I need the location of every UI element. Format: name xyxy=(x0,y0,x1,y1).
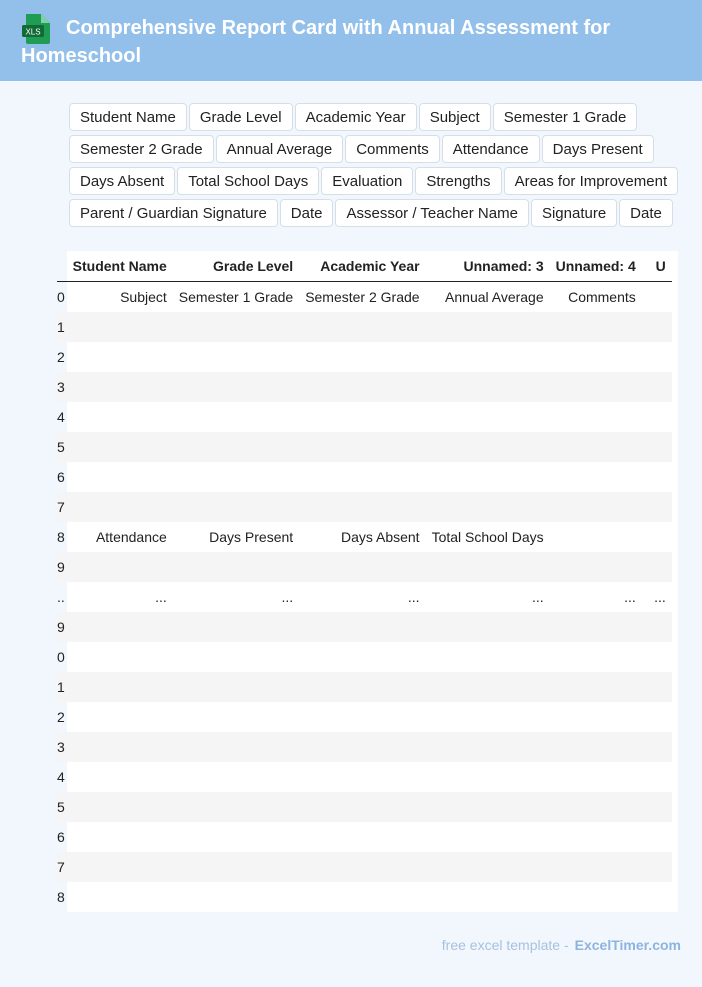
table-row xyxy=(57,762,672,792)
table-cell xyxy=(426,792,550,822)
table-cell xyxy=(642,462,672,492)
table-cell xyxy=(173,402,299,432)
table-cell xyxy=(299,342,425,372)
table-cell xyxy=(299,672,425,702)
table-cell: ... xyxy=(155,589,167,605)
field-tag: Signature xyxy=(531,199,617,227)
field-tag: Grade Level xyxy=(189,103,293,131)
table-cell xyxy=(299,492,425,522)
table-row xyxy=(57,792,672,822)
table-cell xyxy=(550,372,642,402)
table-row xyxy=(57,822,672,852)
table-cell xyxy=(550,612,642,642)
table-cell xyxy=(65,312,173,342)
table-cell xyxy=(65,342,173,372)
xls-file-icon xyxy=(22,14,50,44)
table-cell xyxy=(299,852,425,882)
table-row xyxy=(57,702,672,732)
column-header: Unnamed: 3 xyxy=(426,251,550,282)
row-index: 2 xyxy=(57,349,65,365)
table-cell xyxy=(426,642,550,672)
row-index: 5 xyxy=(57,432,65,462)
field-tag: Comments xyxy=(345,135,440,163)
table-cell xyxy=(173,822,299,852)
table-cell: Subject xyxy=(120,289,167,305)
table-cell xyxy=(426,732,550,762)
table-row xyxy=(57,852,672,882)
table-cell xyxy=(299,792,425,822)
table-cell xyxy=(426,552,550,582)
table-cell xyxy=(642,342,672,372)
table-cell xyxy=(299,462,425,492)
table-cell xyxy=(173,372,299,402)
footer xyxy=(442,937,681,953)
table-cell xyxy=(173,702,299,732)
table-cell xyxy=(299,552,425,582)
table-cell xyxy=(65,762,173,792)
table-cell xyxy=(550,522,642,552)
table-cell xyxy=(173,492,299,522)
table-cell xyxy=(550,852,642,882)
table-cell xyxy=(426,462,550,492)
table-row xyxy=(57,462,672,492)
table-cell xyxy=(642,522,672,552)
row-index: 4 xyxy=(57,409,65,425)
table-row xyxy=(57,882,672,912)
table-cell xyxy=(65,702,173,732)
table-cell xyxy=(65,612,173,642)
table-cell xyxy=(426,882,550,912)
table-cell: Comments xyxy=(568,289,636,305)
field-tag: Areas for Improvement xyxy=(504,167,679,195)
table-cell xyxy=(426,312,550,342)
table-cell xyxy=(642,552,672,582)
table-row xyxy=(57,492,672,522)
index-header xyxy=(57,251,65,282)
row-index: 2 xyxy=(57,709,65,725)
row-index: 9 xyxy=(57,612,65,642)
table-cell xyxy=(426,702,550,732)
table-cell xyxy=(550,702,642,732)
table-cell xyxy=(642,882,672,912)
table-cell xyxy=(65,882,173,912)
row-index: .. xyxy=(57,589,65,605)
field-tag: Parent / Guardian Signature xyxy=(69,199,278,227)
field-tag: Semester 2 Grade xyxy=(69,135,214,163)
data-table-container[interactable] xyxy=(57,251,678,912)
table-cell xyxy=(426,762,550,792)
table-cell: Annual Average xyxy=(445,289,544,305)
table-cell xyxy=(299,642,425,672)
table-cell xyxy=(550,492,642,522)
column-header: Academic Year xyxy=(299,251,425,282)
field-tag: Annual Average xyxy=(216,135,344,163)
table-cell xyxy=(426,402,550,432)
column-header: Unnamed: 4 xyxy=(550,251,642,282)
field-tag: Assessor / Teacher Name xyxy=(335,199,528,227)
table-cell xyxy=(65,492,173,522)
table-cell xyxy=(173,732,299,762)
table-cell xyxy=(550,312,642,342)
table-cell xyxy=(642,822,672,852)
table-cell: Total School Days xyxy=(431,529,544,545)
table-cell xyxy=(550,672,642,702)
table-cell xyxy=(299,702,425,732)
table-row xyxy=(57,582,672,612)
table-cell xyxy=(299,882,425,912)
page-title: Comprehensive Report Card with Annual Assessment for Homeschool xyxy=(21,17,611,67)
row-index: 9 xyxy=(57,552,65,582)
table-row xyxy=(57,282,672,313)
row-index: 5 xyxy=(57,792,65,822)
table-cell xyxy=(550,462,642,492)
table-cell xyxy=(642,792,672,822)
data-table xyxy=(57,251,672,912)
row-index: 6 xyxy=(57,469,65,485)
field-tag: Student Name xyxy=(69,103,187,131)
table-cell xyxy=(173,552,299,582)
table-cell xyxy=(426,492,550,522)
table-cell: ... xyxy=(407,589,420,605)
table-cell xyxy=(173,642,299,672)
table-cell xyxy=(65,642,173,672)
column-header: Grade Level xyxy=(173,251,299,282)
table-cell xyxy=(642,282,672,313)
table-cell xyxy=(173,882,299,912)
row-index: 6 xyxy=(57,829,65,845)
table-cell: ... xyxy=(281,589,294,605)
table-cell: Days Present xyxy=(209,529,294,545)
table-cell xyxy=(642,432,672,462)
table-cell xyxy=(642,612,672,642)
table-cell xyxy=(173,792,299,822)
table-cell xyxy=(173,672,299,702)
table-row xyxy=(57,552,672,582)
table-cell xyxy=(642,762,672,792)
field-tag-list xyxy=(69,103,689,227)
table-cell: Days Absent xyxy=(340,529,420,545)
table-row xyxy=(57,522,672,552)
table-cell xyxy=(642,492,672,522)
table-cell: ... xyxy=(624,589,636,605)
table-cell xyxy=(642,402,672,432)
row-index: 4 xyxy=(57,769,65,785)
table-cell: ... xyxy=(654,589,666,605)
row-index: 0 xyxy=(57,649,65,665)
table-cell xyxy=(426,672,550,702)
field-tag: Subject xyxy=(419,103,491,131)
field-tag: Date xyxy=(619,199,673,227)
table-cell xyxy=(550,792,642,822)
row-index: 3 xyxy=(57,732,65,762)
field-tag: Total School Days xyxy=(177,167,319,195)
table-cell xyxy=(65,822,173,852)
table-cell xyxy=(642,642,672,672)
table-cell xyxy=(65,732,173,762)
footer-brand-link[interactable]: ExcelTimer.com xyxy=(574,937,681,953)
field-tag: Evaluation xyxy=(321,167,413,195)
table-cell xyxy=(550,762,642,792)
footer-text: free excel template - xyxy=(441,937,569,953)
table-cell xyxy=(299,762,425,792)
row-index: 0 xyxy=(57,289,65,305)
table-cell xyxy=(642,672,672,702)
table-cell xyxy=(426,432,550,462)
row-index: 1 xyxy=(57,312,65,342)
row-index: 3 xyxy=(57,372,65,402)
table-cell xyxy=(550,732,642,762)
row-index: 1 xyxy=(57,672,65,702)
field-tag: Days Absent xyxy=(69,167,175,195)
table-cell xyxy=(65,402,173,432)
table-cell xyxy=(173,462,299,492)
table-row xyxy=(57,642,672,672)
field-tag: Semester 1 Grade xyxy=(493,103,638,131)
table-cell xyxy=(65,672,173,702)
table-row xyxy=(57,612,672,642)
column-header: Student Name xyxy=(65,251,173,282)
row-index: 8 xyxy=(57,889,65,905)
table-cell: Semester 2 Grade xyxy=(305,289,420,305)
field-tag: Date xyxy=(280,199,334,227)
table-row xyxy=(57,402,672,432)
field-tag: Strengths xyxy=(415,167,501,195)
column-header: U xyxy=(642,251,672,282)
table-cell xyxy=(65,852,173,882)
table-row xyxy=(57,732,672,762)
xls-icon-label: XLS xyxy=(25,27,41,37)
table-cell xyxy=(550,642,642,672)
table-cell xyxy=(426,372,550,402)
table-cell: Semester 1 Grade xyxy=(178,289,294,305)
table-header-row xyxy=(57,251,672,282)
table-cell xyxy=(426,822,550,852)
table-cell xyxy=(642,372,672,402)
table-cell xyxy=(550,342,642,372)
table-cell xyxy=(642,702,672,732)
table-cell xyxy=(173,312,299,342)
row-index: 8 xyxy=(57,529,65,545)
table-cell xyxy=(299,312,425,342)
table-cell xyxy=(550,432,642,462)
table-cell xyxy=(173,612,299,642)
table-cell xyxy=(299,432,425,462)
table-cell xyxy=(173,852,299,882)
table-row xyxy=(57,372,672,402)
table-row xyxy=(57,312,672,342)
field-tag: Academic Year xyxy=(295,103,417,131)
table-cell xyxy=(426,852,550,882)
table-cell xyxy=(550,552,642,582)
table-cell xyxy=(642,852,672,882)
table-cell xyxy=(299,402,425,432)
table-row xyxy=(57,672,672,702)
table-cell xyxy=(426,612,550,642)
table-cell xyxy=(642,312,672,342)
table-cell xyxy=(299,822,425,852)
table-cell xyxy=(65,432,173,462)
table-cell xyxy=(299,612,425,642)
field-tag: Days Present xyxy=(542,135,654,163)
table-row xyxy=(57,342,672,372)
row-index: 7 xyxy=(57,492,65,522)
table-cell xyxy=(173,342,299,372)
table-cell xyxy=(550,882,642,912)
table-cell: ... xyxy=(531,589,544,605)
table-cell xyxy=(642,732,672,762)
field-tag: Attendance xyxy=(442,135,540,163)
table-cell xyxy=(173,432,299,462)
table-cell xyxy=(65,552,173,582)
row-index: 7 xyxy=(57,852,65,882)
table-cell xyxy=(550,402,642,432)
table-cell xyxy=(426,342,550,372)
table-cell xyxy=(65,372,173,402)
table-row xyxy=(57,432,672,462)
table-cell xyxy=(65,792,173,822)
table-cell xyxy=(65,462,173,492)
table-cell xyxy=(299,732,425,762)
table-cell: Attendance xyxy=(95,529,167,545)
table-cell xyxy=(550,822,642,852)
page-header xyxy=(0,0,702,81)
table-cell xyxy=(173,762,299,792)
table-cell xyxy=(299,372,425,402)
